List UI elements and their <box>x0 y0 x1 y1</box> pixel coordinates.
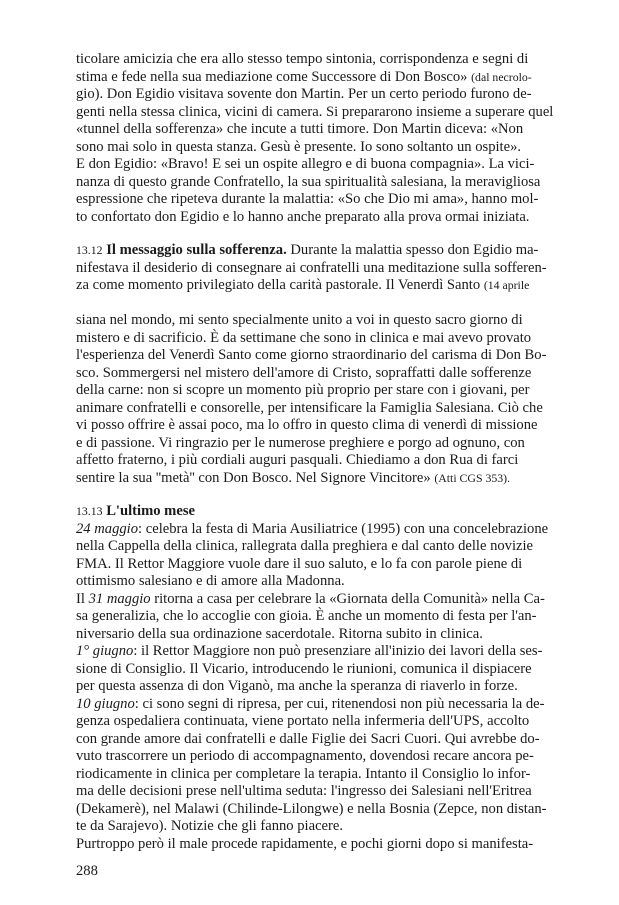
text-line: per questa assenza di don Viganò, ma anche la speranza di riaverlo in forze. <box>76 678 518 694</box>
text-line: E don Egidio: «Bravo! E sei un ospite allegro e di buona compagnia». La vici- <box>76 156 535 172</box>
text-line: nanza di questo grande Confratello, la sua spiritualità salesiana, la meravigliosa <box>76 173 541 190</box>
section-number: 13.12 <box>76 243 103 257</box>
text-line: Purtroppo però il male procede rapidamente, e pochi giorni dopo si manifesta- <box>76 835 534 852</box>
text-line: za come momento privilegiato della carità pastorale. Il Venerdì Santo (14 aprile <box>76 277 530 293</box>
text-line: e di passione. Vi ringrazio per le numerose preghiere e porgo ad ognuno, con <box>76 434 525 451</box>
text-line: ma delle decisioni prese nell'ultima seduta: l'ingresso dei Salesiani nell'Eritrea <box>76 783 532 799</box>
text-line: Il 31 maggio ritorna a casa per celebrare la «Giornata della Comunità» nella Ca- <box>76 590 545 607</box>
text-line: (Dekamerè), nel Malawi (Chilinde-Lilongwe) e nella Bosnia (Zepce, non distan- <box>76 800 547 817</box>
text-line: della carne: non si scopre un momento più proprio per stare con i giovani, per <box>76 382 530 398</box>
section-heading: Il messaggio sulla sofferenza. <box>106 242 287 258</box>
text-line: affetto fraterno, i più cordiali auguri pasquali. Chiediamo a don Rua di farci <box>76 452 519 468</box>
text-line: genti nella stessa clinica, vicini di camera. Si prepararono insieme a superare quel <box>76 103 554 120</box>
page-number: 288 <box>76 863 98 879</box>
text-line: mistero e di sacrificio. È da settimane che sono in clinica e mai avevo provato <box>76 329 532 346</box>
section-13-12 <box>76 242 564 487</box>
text-line: 1° giugno: il Rettor Maggiore non può presenziare all'inizio dei lavori della ses- <box>76 643 543 659</box>
text-line: gio). Don Egidio visitava sovente don Martin. Per un certo periodo furono de- <box>76 86 532 102</box>
text-line: nella Cappella della clinica, rallegrata dalla preghiera e dal canto delle novizie <box>76 538 534 554</box>
text-line: genza ospedaliera continuata, viene portato nella infermeria dell'UPS, accolto <box>76 713 530 729</box>
text-line <box>76 242 564 260</box>
text-line: vi posso offrire è assai poco, ma lo offro in questo clima di venerdì di missione <box>76 417 538 433</box>
text-line: sco. Sommergersi nel mistero dell'amore di Cristo, sopraffatti dalle sofferenze <box>76 364 532 381</box>
section-13-13 <box>76 503 564 853</box>
text-line: sentire la sua ''metà'' con Don Bosco. Nel Signore Vincitore» (Atti CGS 353). <box>76 469 511 486</box>
paragraph-intro <box>76 51 564 226</box>
section-number: 13.13 <box>76 504 103 518</box>
text-line <box>76 295 564 313</box>
text-line: niversario della sua ordinazione sacerdotale. Ritorna subito in clinica. <box>76 625 483 642</box>
text-line: l'esperienza del Venerdì Santo come giorno straordinario del carisma di Don Bo- <box>76 347 547 363</box>
section-heading: L'ultimo mese <box>106 503 195 519</box>
section-title-line <box>76 503 564 521</box>
text-line: 24 maggio: celebra la festa di Maria Ausiliatrice (1995) con una concelebrazione <box>76 520 549 537</box>
text-line: te da Sarajevo). Notizie che gli fanno piacere. <box>76 818 344 834</box>
text-line: FMA. Il Rettor Maggiore vuole dare il suo saluto, e lo fa con parole piene di <box>76 555 523 572</box>
text-line: vuto trascorrere un periodo di accompagnamento, dovendosi recare ancora pe- <box>76 748 534 764</box>
page-body <box>76 51 564 853</box>
text-line: ticolare amicizia che era allo stesso tempo sintonia, corrispondenza e segni di <box>76 51 529 67</box>
text-line: «tunnel della sofferenza» che incute a tutti timore. Don Martin diceva: «Non <box>76 121 524 137</box>
text-line: espressione che ripeteva durante la malattia: «So che Dio mi ama», hanno mol- <box>76 191 539 207</box>
text-line: stima e fede nella sua mediazione come Successore di Don Bosco» (dal necrolo- <box>76 68 532 85</box>
text-line: con grande amore dai confratelli e dalle Figlie dei Sacri Cuori. Qui avrebbe do- <box>76 730 540 747</box>
text-line: ottimismo salesiano e di amore alla Madonna. <box>76 573 345 589</box>
text-line: siana nel mondo, mi sento specialmente unito a voi in questo sacro giorno di <box>76 312 523 328</box>
text-line: sione di Consiglio. Il Vicario, introducendo le riunioni, comunica il dispiacere <box>76 660 532 677</box>
text-line: 10 giugno: ci sono segni di ripresa, per cui, ritenendosi non più necessaria la de- <box>76 695 545 712</box>
text-line: sa generalizia, che lo accoglie con gioia. È anche un momento di festa per l'an- <box>76 608 537 624</box>
text-line: animare confratelli e consorelle, per intensificare la Famiglia Salesiana. Ciò che <box>76 399 543 416</box>
text-line: riodicamente in clinica per completare la terapia. Intanto il Consiglio lo infor- <box>76 765 531 782</box>
text-line: to confortato don Egidio e lo hanno anche preparato alla prova ormai iniziata. <box>76 208 530 225</box>
text-line: sono mai solo in questa stanza. Gesù è presente. Io sono soltanto un ospite». <box>76 138 522 155</box>
text-line: nifestava il desiderio di consegnare ai confratelli una meditazione sulla sofferen- <box>76 259 547 276</box>
text-run: Durante la malattia spesso don Egidio ma- <box>290 242 539 258</box>
